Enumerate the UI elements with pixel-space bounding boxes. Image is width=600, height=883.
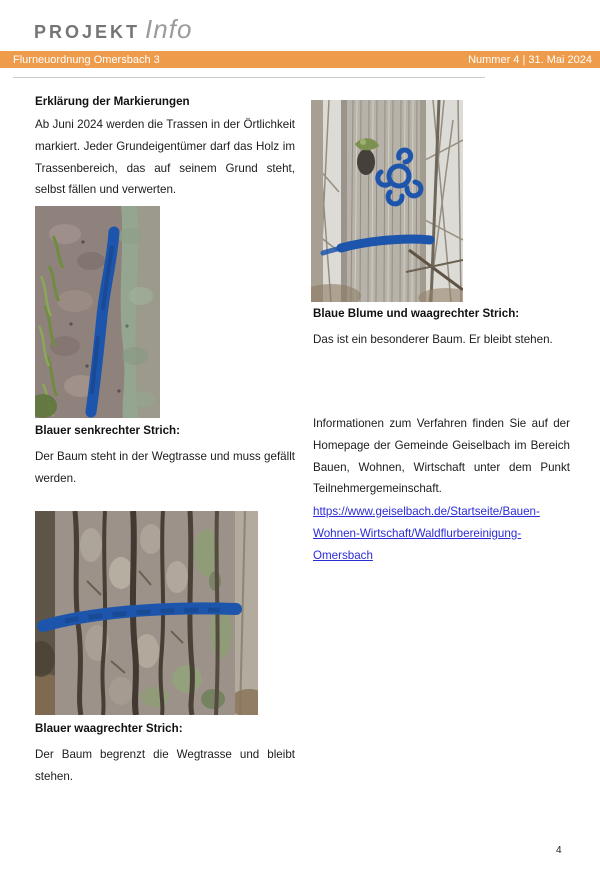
bark-photo-illustration <box>35 511 258 715</box>
photo-blue-vertical-stroke <box>35 206 160 418</box>
logo-text-info: Info <box>145 14 193 44</box>
issue-title: Flurneuordnung Omersbach 3 <box>13 53 160 66</box>
caption2-title: Blauer waagrechter Strich: <box>35 722 183 735</box>
projekt-info-logo <box>34 14 192 45</box>
caption2-text: Der Baum begrenzt die Wegtrasse und bleibt stehen. <box>35 748 295 783</box>
intro-paragraph: Ab Juni 2024 werden die Trassen in der Örtlichkeit markiert. Jeder Grundeigentümer darf das Holz im Trassenbereich, das auf seinem Grund steht, selbst fällen und verwerten. <box>35 118 295 197</box>
issue-header-bar <box>0 51 600 68</box>
forest-photo-illustration <box>311 100 463 302</box>
caption1-title: Blauer senkrechter Strich: <box>35 424 180 437</box>
photo-blue-flower-and-stroke <box>311 100 463 302</box>
geiselbach-website-link[interactable]: https://www.geiselbach.de/Startseite/Bauen-Wohnen-Wirtschaft/Waldflurbereinigung-Omersbach <box>313 505 540 562</box>
photo-blue-horizontal-stroke <box>35 511 258 715</box>
info-paragraph: Informationen zum Verfahren finden Sie auf der Homepage der Gemeinde Geiselbach im Bereich Bauen, Wohnen, Wirtschaft unter dem Punkt Teilnehmergemeinschaft. <box>313 417 570 496</box>
bark-photo-illustration <box>35 206 160 418</box>
header-divider <box>13 77 485 78</box>
logo-text-projekt: PROJEKT <box>34 22 141 42</box>
page-number: 4 <box>556 845 562 856</box>
caption3-text: Das ist ein besonderer Baum. Er bleibt stehen. <box>313 333 553 346</box>
issue-number-date: Nummer 4 | 31. Mai 2024 <box>468 53 592 66</box>
section-heading: Erklärung der Markierungen <box>35 95 190 108</box>
caption1-text: Der Baum steht in der Wegtrasse und muss gefällt werden. <box>35 450 295 485</box>
caption3-title: Blaue Blume und waagrechter Strich: <box>313 307 520 320</box>
